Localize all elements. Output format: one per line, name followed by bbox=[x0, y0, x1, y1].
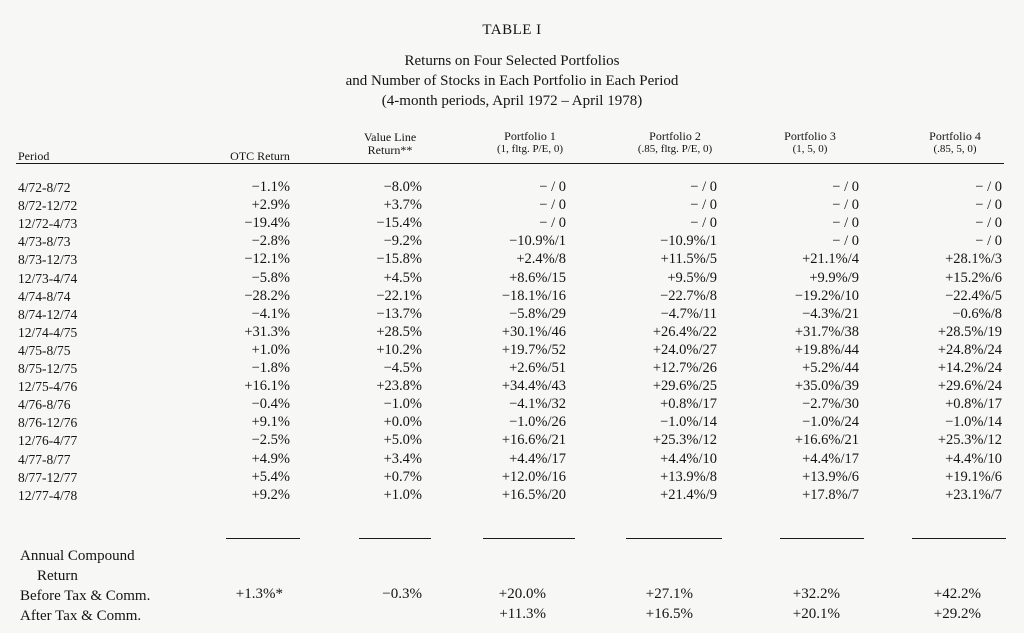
cell-vl: −8.0% bbox=[383, 179, 422, 195]
cell-p4: +14.2%/24 bbox=[937, 360, 1002, 376]
header-period: Period bbox=[18, 149, 50, 163]
header-p3-name: Portfolio 3 bbox=[784, 129, 836, 143]
cell-p3: +4.4%/17 bbox=[802, 450, 859, 467]
cell-otc: −2.5% bbox=[251, 432, 290, 449]
cell-p1: − / 0 bbox=[539, 215, 566, 232]
cell-p3: +9.9%/9 bbox=[809, 269, 859, 286]
footer-before-vl: −0.3% bbox=[382, 586, 422, 602]
cell-p4: −22.4%/5 bbox=[945, 287, 1002, 304]
cell-p4: +0.8%/17 bbox=[945, 396, 1002, 413]
column-underline bbox=[483, 538, 575, 539]
table-number: TABLE I bbox=[482, 22, 542, 38]
cell-p4: +28.1%/3 bbox=[945, 251, 1002, 268]
cell-period: 4/76-8/76 bbox=[18, 397, 71, 413]
header-rule bbox=[16, 163, 1004, 164]
header-p4-params: (.85, 5, 0) bbox=[933, 143, 977, 155]
cell-p4: − / 0 bbox=[975, 179, 1002, 195]
cell-period: 4/72-8/72 bbox=[18, 180, 71, 195]
cell-period: 12/75-4/76 bbox=[18, 379, 78, 395]
cell-otc: +16.1% bbox=[244, 378, 290, 395]
cell-otc: −28.2% bbox=[244, 287, 290, 304]
cell-p3: − / 0 bbox=[832, 179, 859, 195]
cell-otc: +5.4% bbox=[251, 468, 290, 485]
cell-p4: −0.6%/8 bbox=[952, 305, 1002, 322]
cell-vl: +28.5% bbox=[376, 323, 422, 340]
cell-p4: +28.5%/19 bbox=[937, 323, 1002, 340]
cell-p1: +12.0%/16 bbox=[501, 468, 566, 485]
cell-otc: −1.8% bbox=[251, 360, 290, 376]
cell-otc: +1.0% bbox=[251, 341, 290, 358]
cell-period: 12/73-4/74 bbox=[18, 270, 78, 286]
cell-vl: −15.8% bbox=[376, 251, 422, 268]
cell-p3: +31.7%/38 bbox=[794, 323, 859, 340]
cell-vl: −15.4% bbox=[376, 215, 422, 232]
cell-p1: −18.1%/16 bbox=[501, 287, 566, 304]
cell-vl: +0.0% bbox=[383, 414, 422, 431]
cell-p3: − / 0 bbox=[832, 233, 859, 250]
cell-p1: − / 0 bbox=[539, 179, 566, 195]
footer-before-otc: +1.3%* bbox=[235, 586, 283, 602]
cell-p4: − / 0 bbox=[975, 197, 1002, 214]
header-p3-params: (1, 5, 0) bbox=[792, 143, 828, 155]
cell-p1: +2.4%/8 bbox=[516, 251, 566, 268]
cell-p2: +0.8%/17 bbox=[660, 396, 717, 413]
cell-p3: − / 0 bbox=[832, 197, 859, 214]
cell-p3: +5.2%/44 bbox=[802, 360, 859, 376]
cell-period: 12/76-4/77 bbox=[18, 433, 78, 449]
cell-p1: +30.1%/46 bbox=[501, 323, 566, 340]
cell-p3: −2.7%/30 bbox=[802, 396, 859, 413]
cell-period: 12/72-4/73 bbox=[18, 216, 78, 232]
header-p4-name: Portfolio 4 bbox=[929, 129, 981, 143]
cell-otc: −2.8% bbox=[251, 233, 290, 250]
cell-p1: −5.8%/29 bbox=[509, 305, 566, 322]
title-line: Returns on Four Selected Portfolios bbox=[404, 53, 620, 69]
footer-after-p4: +29.2% bbox=[933, 606, 981, 622]
cell-period: 4/73-8/73 bbox=[18, 234, 71, 250]
cell-p4: +23.1%/7 bbox=[945, 486, 1002, 503]
cell-p3: −19.2%/10 bbox=[794, 287, 859, 304]
cell-p3: −1.0%/24 bbox=[802, 414, 859, 431]
cell-period: 8/75-12/75 bbox=[18, 361, 78, 376]
cell-p1: +16.6%/21 bbox=[501, 432, 566, 449]
cell-p2: −1.0%/14 bbox=[660, 414, 717, 431]
column-underline bbox=[626, 538, 722, 539]
cell-p2: +13.9%/8 bbox=[660, 468, 717, 485]
header-portfolio-3 bbox=[750, 130, 870, 156]
cell-vl: −22.1% bbox=[376, 287, 422, 304]
cell-p1: +2.6%/51 bbox=[509, 360, 566, 376]
cell-vl: +1.0% bbox=[383, 486, 422, 503]
cell-p1: +16.5%/20 bbox=[501, 486, 566, 503]
cell-p2: +29.6%/25 bbox=[652, 378, 717, 395]
cell-p2: +12.7%/26 bbox=[652, 360, 717, 376]
header-otc-return: OTC Return bbox=[230, 149, 290, 163]
cell-otc: +2.9% bbox=[251, 197, 290, 214]
cell-p2: +9.5%/9 bbox=[667, 269, 717, 286]
cell-p1: −4.1%/32 bbox=[509, 396, 566, 413]
cell-p4: +29.6%/24 bbox=[937, 378, 1002, 395]
header-p1-params: (1, fltg. P/E, 0) bbox=[497, 143, 563, 155]
footer-label: Annual Compound bbox=[20, 548, 135, 564]
footer-after-p2: +16.5% bbox=[645, 606, 693, 622]
footer-after-p1: +11.3% bbox=[499, 606, 546, 622]
cell-p1: +4.4%/17 bbox=[509, 450, 566, 467]
footer-before-label: Before Tax & Comm. bbox=[20, 588, 151, 604]
cell-otc: +31.3% bbox=[244, 323, 290, 340]
cell-p1: +8.6%/15 bbox=[509, 269, 566, 286]
column-underline bbox=[780, 538, 864, 539]
cell-period: 8/77-12/77 bbox=[18, 469, 78, 485]
cell-vl: −9.2% bbox=[383, 233, 422, 250]
cell-p4: +15.2%/6 bbox=[945, 269, 1002, 286]
cell-vl: +0.7% bbox=[383, 468, 422, 485]
cell-period: 8/74-12/74 bbox=[18, 306, 78, 322]
cell-period: 4/75-8/75 bbox=[18, 342, 71, 358]
footer-label: Return bbox=[37, 568, 78, 584]
cell-vl: +3.4% bbox=[383, 450, 422, 467]
cell-p4: − / 0 bbox=[975, 233, 1002, 250]
header-portfolio-4 bbox=[890, 130, 1020, 156]
cell-period: 4/74-8/74 bbox=[18, 288, 71, 304]
header-portfolio-1 bbox=[460, 130, 600, 156]
cell-p2: −22.7%/8 bbox=[660, 287, 717, 304]
cell-period: 4/77-8/77 bbox=[18, 451, 71, 467]
cell-p1: − / 0 bbox=[539, 197, 566, 214]
footer-before-p3: +32.2% bbox=[792, 586, 840, 602]
cell-p2: − / 0 bbox=[690, 197, 717, 214]
title-line: and Number of Stocks in Each Portfolio in Each Period bbox=[345, 73, 679, 89]
cell-vl: −13.7% bbox=[376, 305, 422, 322]
cell-period: 8/76-12/76 bbox=[18, 415, 78, 431]
cell-otc: −1.1% bbox=[251, 179, 290, 195]
cell-otc: −12.1% bbox=[244, 251, 290, 268]
cell-p2: − / 0 bbox=[690, 179, 717, 195]
column-underline bbox=[359, 538, 431, 539]
cell-period: 12/74-4/75 bbox=[18, 324, 78, 340]
cell-vl: −1.0% bbox=[383, 396, 422, 413]
cell-p2: −4.7%/11 bbox=[660, 305, 717, 322]
footer-before-p2: +27.1% bbox=[645, 586, 693, 602]
cell-p2: −10.9%/1 bbox=[660, 233, 717, 250]
cell-otc: −5.8% bbox=[251, 269, 290, 286]
cell-vl: +3.7% bbox=[383, 197, 422, 214]
footer-before-p1: +20.0% bbox=[498, 586, 546, 602]
cell-p2: +21.4%/9 bbox=[660, 486, 717, 503]
cell-vl: −4.5% bbox=[383, 360, 422, 376]
header-p1-name: Portfolio 1 bbox=[504, 129, 556, 143]
header-p2-name: Portfolio 2 bbox=[649, 129, 701, 143]
cell-p2: +11.5%/5 bbox=[660, 251, 717, 268]
cell-p2: +25.3%/12 bbox=[652, 432, 717, 449]
cell-otc: +9.2% bbox=[251, 486, 290, 503]
cell-p3: +19.8%/44 bbox=[794, 341, 859, 358]
cell-vl: +23.8% bbox=[376, 378, 422, 395]
cell-otc: −0.4% bbox=[251, 396, 290, 413]
header-value-line bbox=[335, 131, 445, 157]
header-p2-params: (.85, fltg. P/E, 0) bbox=[637, 143, 713, 155]
footer-after-p3: +20.1% bbox=[792, 606, 840, 622]
cell-period: 12/77-4/78 bbox=[18, 487, 78, 503]
header-portfolio-2 bbox=[600, 130, 750, 156]
cell-p1: +19.7%/52 bbox=[501, 341, 566, 358]
column-underline bbox=[226, 538, 300, 539]
cell-p4: − / 0 bbox=[975, 215, 1002, 232]
cell-otc: −4.1% bbox=[251, 305, 290, 322]
cell-period: 8/73-12/73 bbox=[18, 252, 78, 268]
cell-p2: +24.0%/27 bbox=[652, 341, 717, 358]
cell-otc: +4.9% bbox=[251, 450, 290, 467]
cell-p2: +26.4%/22 bbox=[652, 323, 717, 340]
cell-p1: −1.0%/26 bbox=[509, 414, 566, 431]
cell-p3: +16.6%/21 bbox=[794, 432, 859, 449]
cell-p4: +25.3%/12 bbox=[937, 432, 1002, 449]
cell-p4: +24.8%/24 bbox=[937, 341, 1002, 358]
cell-p3: − / 0 bbox=[832, 215, 859, 232]
header-value-line-l1: Value Line bbox=[363, 130, 417, 144]
cell-vl: +5.0% bbox=[383, 432, 422, 449]
cell-vl: +10.2% bbox=[376, 341, 422, 358]
footer-before-p4: +42.2% bbox=[933, 586, 981, 602]
cell-p3: −4.3%/21 bbox=[802, 305, 859, 322]
cell-p2: − / 0 bbox=[690, 215, 717, 232]
cell-p3: +35.0%/39 bbox=[794, 378, 859, 395]
title-subtitle: (4-month periods, April 1972 – April 1978) bbox=[381, 93, 643, 109]
cell-vl: +4.5% bbox=[383, 269, 422, 286]
cell-p4: +19.1%/6 bbox=[945, 468, 1002, 485]
header-value-line-l2: Return** bbox=[367, 143, 413, 157]
cell-period: 8/72-12/72 bbox=[18, 198, 78, 214]
cell-p3: +17.8%/7 bbox=[802, 486, 859, 503]
cell-p2: +4.4%/10 bbox=[660, 450, 717, 467]
cell-p4: −1.0%/14 bbox=[945, 414, 1002, 431]
cell-p3: +13.9%/6 bbox=[802, 468, 859, 485]
cell-p1: +34.4%/43 bbox=[501, 378, 566, 395]
cell-p1: −10.9%/1 bbox=[509, 233, 566, 250]
footer-after-label: After Tax & Comm. bbox=[20, 608, 142, 624]
cell-p3: +21.1%/4 bbox=[802, 251, 859, 268]
cell-p4: +4.4%/10 bbox=[945, 450, 1002, 467]
column-underline bbox=[912, 538, 1006, 539]
cell-otc: −19.4% bbox=[244, 215, 290, 232]
cell-otc: +9.1% bbox=[251, 414, 290, 431]
